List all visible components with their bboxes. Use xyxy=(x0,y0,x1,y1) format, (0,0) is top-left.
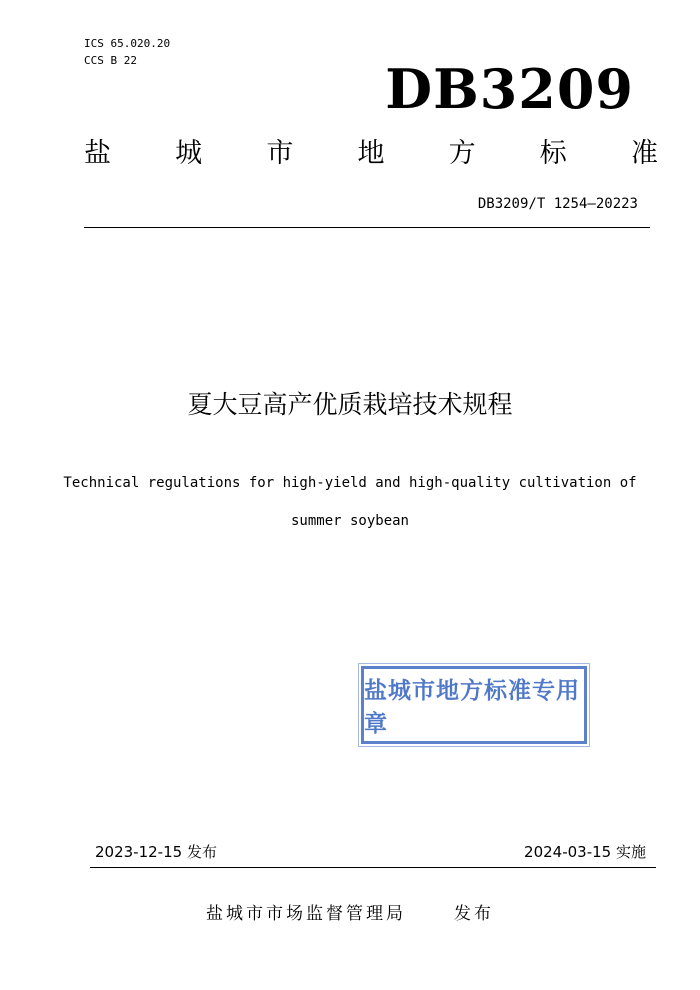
official-stamp xyxy=(361,666,587,744)
publish-word: 发布 xyxy=(454,904,494,924)
authority-char: 地 xyxy=(357,138,385,169)
document-title-chinese: 夏大豆高产优质栽培技术规程 xyxy=(187,390,513,419)
issue-date: 2023-12-15 发布 xyxy=(95,843,217,861)
document-title-english-line1: Technical regulations for high-yield and high-quality cultivation of xyxy=(63,475,637,491)
publisher-name: 盐城市市场监督管理局 xyxy=(206,904,406,924)
footer-divider xyxy=(90,867,656,868)
standard-number: DB3209/T 1254—20223 xyxy=(477,196,638,212)
db-code-logo: DB3209 xyxy=(385,57,634,121)
authority-char: 准 xyxy=(630,138,658,169)
publisher-line xyxy=(0,899,700,924)
ics-code: ICS 65.020.20 xyxy=(84,37,171,50)
ccs-code: CCS B 22 xyxy=(84,54,137,67)
authority-char: 盐 xyxy=(84,138,111,169)
authority-char: 标 xyxy=(539,138,567,169)
authority-char: 城 xyxy=(175,138,203,169)
standard-authority xyxy=(84,134,658,174)
document-title-english-line2: summer soybean xyxy=(290,513,409,529)
authority-char: 方 xyxy=(448,138,476,169)
implementation-date: 2024-03-15 实施 xyxy=(524,843,646,861)
authority-char: 市 xyxy=(266,138,294,169)
header-divider xyxy=(84,227,650,228)
stamp-text: 盐城市地方标准专用章 xyxy=(364,678,580,737)
